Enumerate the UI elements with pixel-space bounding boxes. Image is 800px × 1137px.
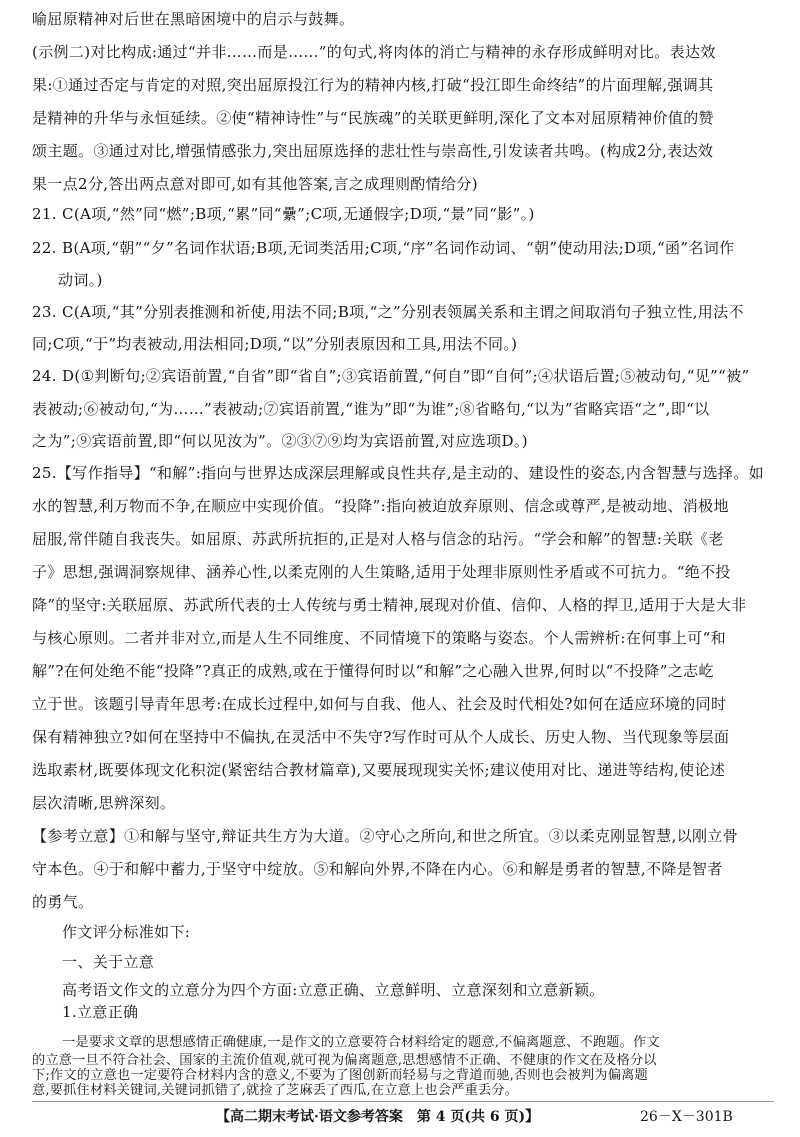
answer-item-24: 24. D(①判断句;②宾语前置,“自省”即“省自”;③宾语前置,“何自”即“自何”;④状语后置;⑤被动句,“见”“被” [32,367,750,385]
text-line: 果一点2分,答出两点意对即可,如有其他答案,言之成理则酌情给分) [32,175,478,193]
text-line: 一是要求文章的思想感情正确健康,一是作文的立意要符合材料给定的题意,不偏离题意、不跑题。作文 [62,1035,660,1050]
text-line: 是精神的升华与永恒延续。②使“精神诗性”与“民族魂”的关联更鲜明,深化了文本对屈原精神价值的赞 [32,109,714,127]
text-line: (示例二)对比构成:通过“并非……而是……”的句式,将肉体的消亡与精神的永存形成鲜明对比。表达效 [32,43,716,61]
text-line: 动词。) [58,271,103,289]
text-line: 之为”;⑨宾语前置,即“何以见汝为”。②③⑦⑨均为宾语前置,对应选项D。) [32,432,528,450]
text-line: 与核心原则。二者并非对立,而是人生不同维度、不同情境下的策略与姿态。个人需辨析:在何事上可“和 [32,629,726,647]
text-line: 守本色。④于和解中蓄力,于坚守中绽放。⑤和解向外界,不降在内心。⑥和解是勇者的智慧,不降是智者 [32,860,723,878]
text-line: 的勇气。 [32,893,94,911]
answer-item-23: 23. C(A项,“其”分别表推测和祈使,用法不同;B项,“之”分别表领属关系和主谓之间取消句子独立性,用法不 [32,303,744,321]
text-line: 水的智慧,利万物而不争,在顺应中实现价值。“投降”:指向被迫放弃原则、信念或尊严,是被动地、消极地 [32,497,729,515]
text-line: 的立意一旦不符合社会、国家的主流价值观,就可视为偏离题意,思想感情不正确、不健康的作文在及格分以 [32,1053,657,1068]
text-line: 降”的坚守:关联屈原、苏武所代表的士人传统与勇士精神,展现对价值、信仰、人格的捍卫,适用于大是大非 [32,596,747,614]
footer-label: 【高二期末考试·语文参考答案 第 4 页(共 6 页)】 [216,1109,540,1125]
text-line: 同;C项,“于”均表被动,用法相同;D项,“以”分别表原因和工具,用法不同。) [32,335,518,353]
text-line: 保有精神独立?如何在坚持中不偏执,在灵活中不失守?写作时可从个人成长、历史人物、当代现象等层面 [32,728,730,746]
text-line: 意,要抓住材料关键词,关键词抓错了,就捡了芝麻丢了西瓜,在立意上也会严重丢分。 [32,1083,519,1098]
grading-intro: 作文评分标准如下: [62,923,191,941]
subsection-heading: 1.立意正确 [62,1003,139,1021]
answer-item-21: 21. C(A项,“然”同“燃”;B项,“累”同“纍”;C项,无通假字;D项,“景”同“影”。) [32,205,535,223]
text-line: 颂主题。③通过对比,增强情感张力,突出屈原选择的悲壮性与崇高性,引发读者共鸣。(构成2分,表达效 [32,142,714,160]
text-line: 喻屈原精神对后世在黑暗困境中的启示与鼓舞。 [32,10,355,28]
text-line: 表被动;⑥被动句,“为……”表被动;⑦宾语前置,“谁为”即“为谁”;⑧省略句,“以为”省略宾语“之”,即“以 [32,400,710,418]
text-line: 下;作文的立意也一定要符合材料内含的意义,不要为了图创新而轻易与之背道而驰,否则也会被判为偏离题 [32,1068,648,1083]
text-line: 子》思想,强调洞察规律、涵养心性,以柔克刚的人生策略,适用于处理非原则性矛盾或不可抗力。“绝不投 [32,563,731,581]
text-line: 高考语文作文的立意分为四个方面:立意正确、立意鲜明、立意深刻和立意新颖。 [62,981,605,999]
text-line: 果:①通过否定与肯定的对照,突出屈原投江行为的精神内核,打破“投江即生命终结”的片面理解,强调其 [32,76,714,94]
section-heading: 一、关于立意 [62,953,155,971]
footer-code: 26－X－301B [640,1109,733,1125]
text-line: 解”?在何处绝不能“投降”?真正的成熟,或在于懂得何时以“和解”之心融入世界,何时以“不投降”之志屹 [32,662,714,680]
answer-item-25: 25.【写作指导】“和解”:指向与世界达成深层理解或良性共存,是主动的、建设性的姿态,内含智慧与选择。如 [32,464,764,482]
text-line: 层次清晰,思辨深刻。 [32,794,176,812]
reference-theme-heading: 【参考立意】①和解与坚守,辩证共生方为大道。②守心之所向,和世之所宜。③以柔克刚显智慧,以刚立骨 [32,827,739,845]
text-line: 立于世。该题引导青年思考:在成长过程中,如何与自我、他人、社会及时代相处?如何在适应环境的同时 [32,695,727,713]
text-line: 屈服,常伴随自我丧失。如屈原、苏武所抗拒的,正是对人格与信念的玷污。“学会和解”的智慧:关联《老 [32,530,724,548]
footer-divider [32,1101,774,1102]
text-line: 选取素材,既要体现文化积淀(紧密结合教材篇章),又要展现现实关怀;建议使用对比、递进等结构,使论述 [32,761,726,779]
answer-item-22: 22. B(A项,“朝”“夕”名词作状语;B项,无词类活用;C项,“序”名词作动词、“朝”使动用法;D项,“函”名词作 [32,239,735,257]
